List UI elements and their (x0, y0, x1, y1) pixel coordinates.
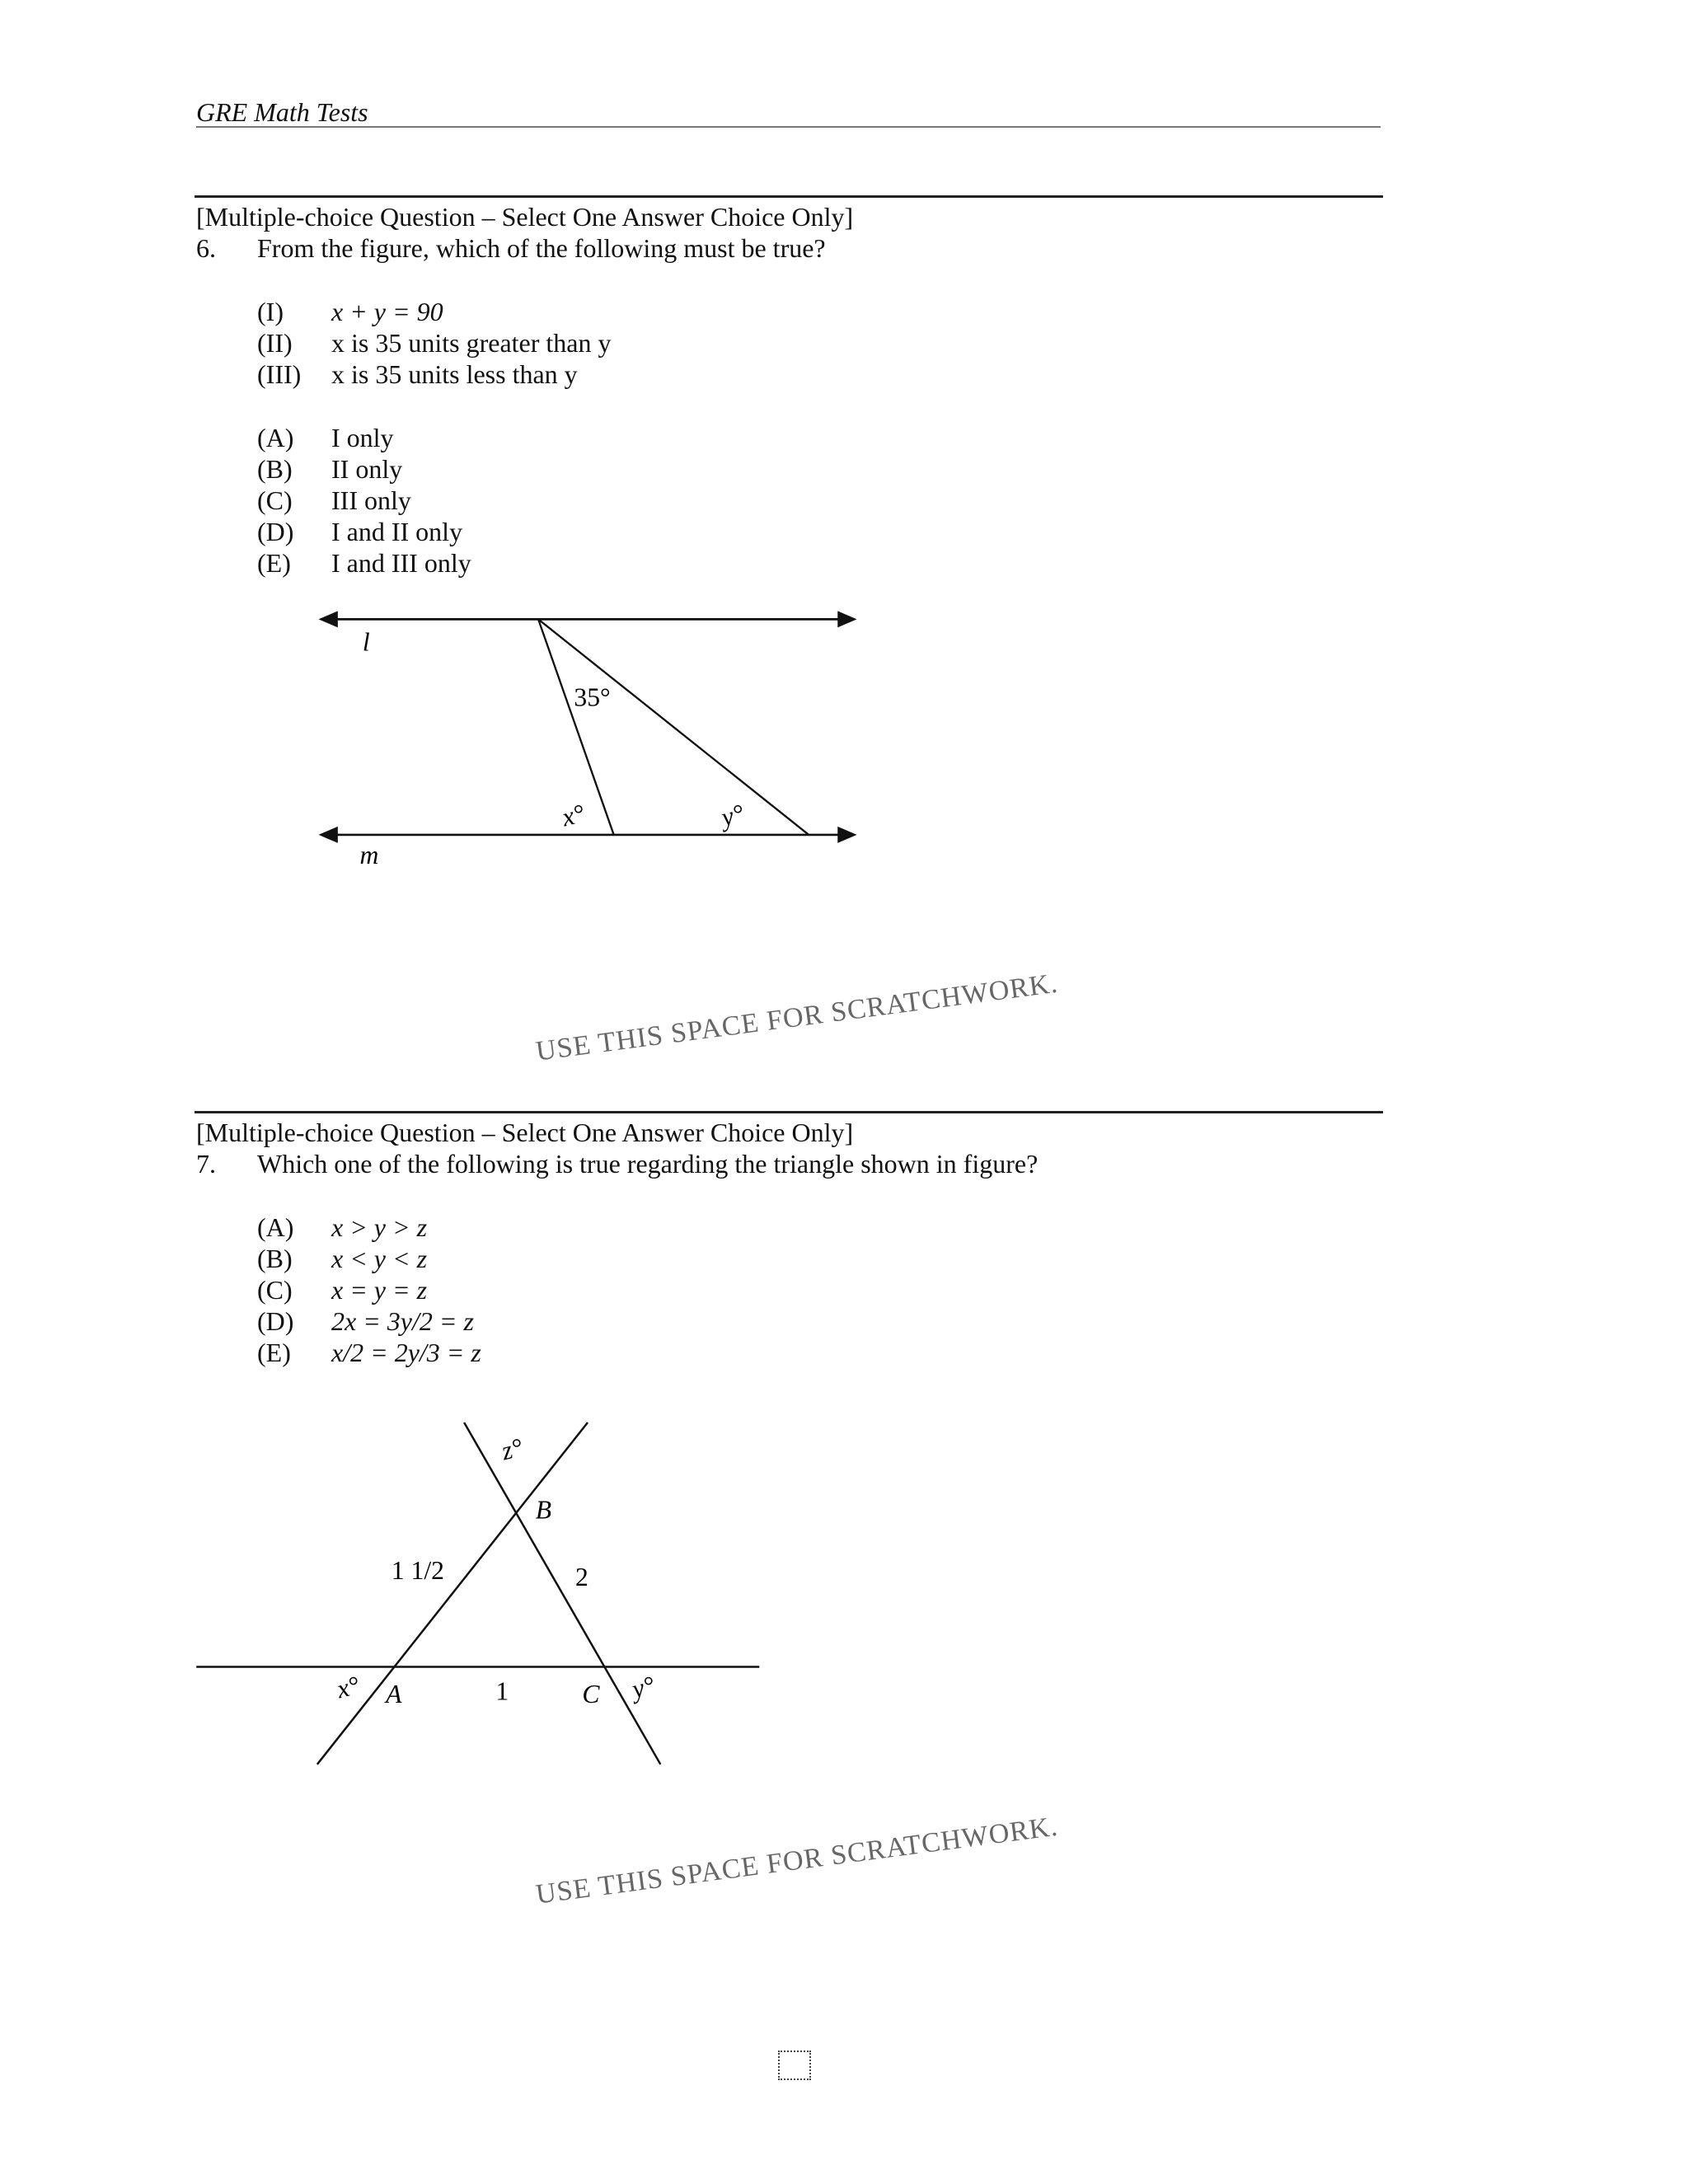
choice-letter[interactable]: (B) (257, 454, 293, 484)
choice-letter[interactable]: (C) (257, 1275, 293, 1305)
scratchwork-note: USE THIS SPACE FOR SCRATCHWORK. (534, 1811, 1060, 1910)
choice-text[interactable]: x > y > z (331, 1212, 428, 1242)
line-through-a-b (317, 1422, 588, 1765)
question-type-label: [Multiple-choice Question – Select One Answer Choice Only] (196, 1118, 854, 1147)
vertex-c-label: C (582, 1679, 600, 1708)
line-l-label: l (362, 627, 370, 657)
statement-roman: (I) (257, 297, 284, 326)
choice-letter[interactable]: (B) (257, 1244, 293, 1273)
choice-letter[interactable]: (E) (257, 1338, 291, 1367)
choice-text[interactable]: III only (331, 485, 411, 515)
question-prompt: From the figure, which of the following must be true? (257, 233, 826, 263)
angle-y-label: y° (629, 1670, 658, 1704)
angle-y-label: y° (718, 798, 747, 832)
side-ac-label: 1 (495, 1676, 509, 1706)
question-number: 7. (196, 1149, 216, 1179)
vertex-a-label: A (386, 1679, 402, 1708)
angle-x-label: x° (334, 1670, 363, 1704)
statement-text: x is 35 units less than y (331, 359, 578, 389)
statement-roman: (III) (257, 359, 302, 389)
choice-text[interactable]: II only (331, 454, 403, 484)
side-bc-label: 2 (575, 1563, 588, 1592)
page-header-title: GRE Math Tests (196, 97, 368, 127)
choice-letter[interactable]: (E) (257, 548, 291, 578)
choice-letter[interactable]: (A) (257, 423, 294, 452)
choice-text[interactable]: I and III only (331, 548, 471, 578)
choice-letter[interactable]: (C) (257, 485, 293, 515)
side-ab-label: 1 1/2 (391, 1555, 444, 1585)
line-through-b-c (464, 1422, 660, 1765)
choice-text[interactable]: 2x = 3y/2 = z (331, 1306, 474, 1336)
question-prompt: Which one of the following is true regarding the triangle shown in figure? (257, 1149, 1039, 1179)
angle-z-label: z° (498, 1432, 526, 1466)
question-type-label: [Multiple-choice Question – Select One Answer Choice Only] (196, 202, 854, 232)
choice-text[interactable]: I and II only (331, 517, 463, 546)
choice-text[interactable]: x = y = z (331, 1275, 428, 1305)
choice-letter[interactable]: (D) (257, 517, 294, 546)
scratchwork-note: USE THIS SPACE FOR SCRATCHWORK. (534, 968, 1060, 1067)
choice-text[interactable]: x < y < z (331, 1244, 428, 1273)
statement-roman: (II) (257, 328, 293, 358)
page-number-box (778, 2050, 811, 2080)
vertex-b-label: B (535, 1495, 552, 1525)
question-number: 6. (196, 233, 216, 263)
choice-text[interactable]: x/2 = 2y/3 = z (331, 1338, 481, 1367)
choice-text[interactable]: I only (331, 423, 394, 452)
statement-text: x is 35 units greater than y (331, 328, 612, 358)
angle-x-label: x° (559, 798, 588, 832)
statement-text: x + y = 90 (331, 297, 443, 326)
choice-letter[interactable]: (A) (257, 1212, 294, 1242)
angle-35-label: 35° (574, 682, 611, 712)
line-m-label: m (359, 840, 379, 869)
choice-letter[interactable]: (D) (257, 1306, 294, 1336)
